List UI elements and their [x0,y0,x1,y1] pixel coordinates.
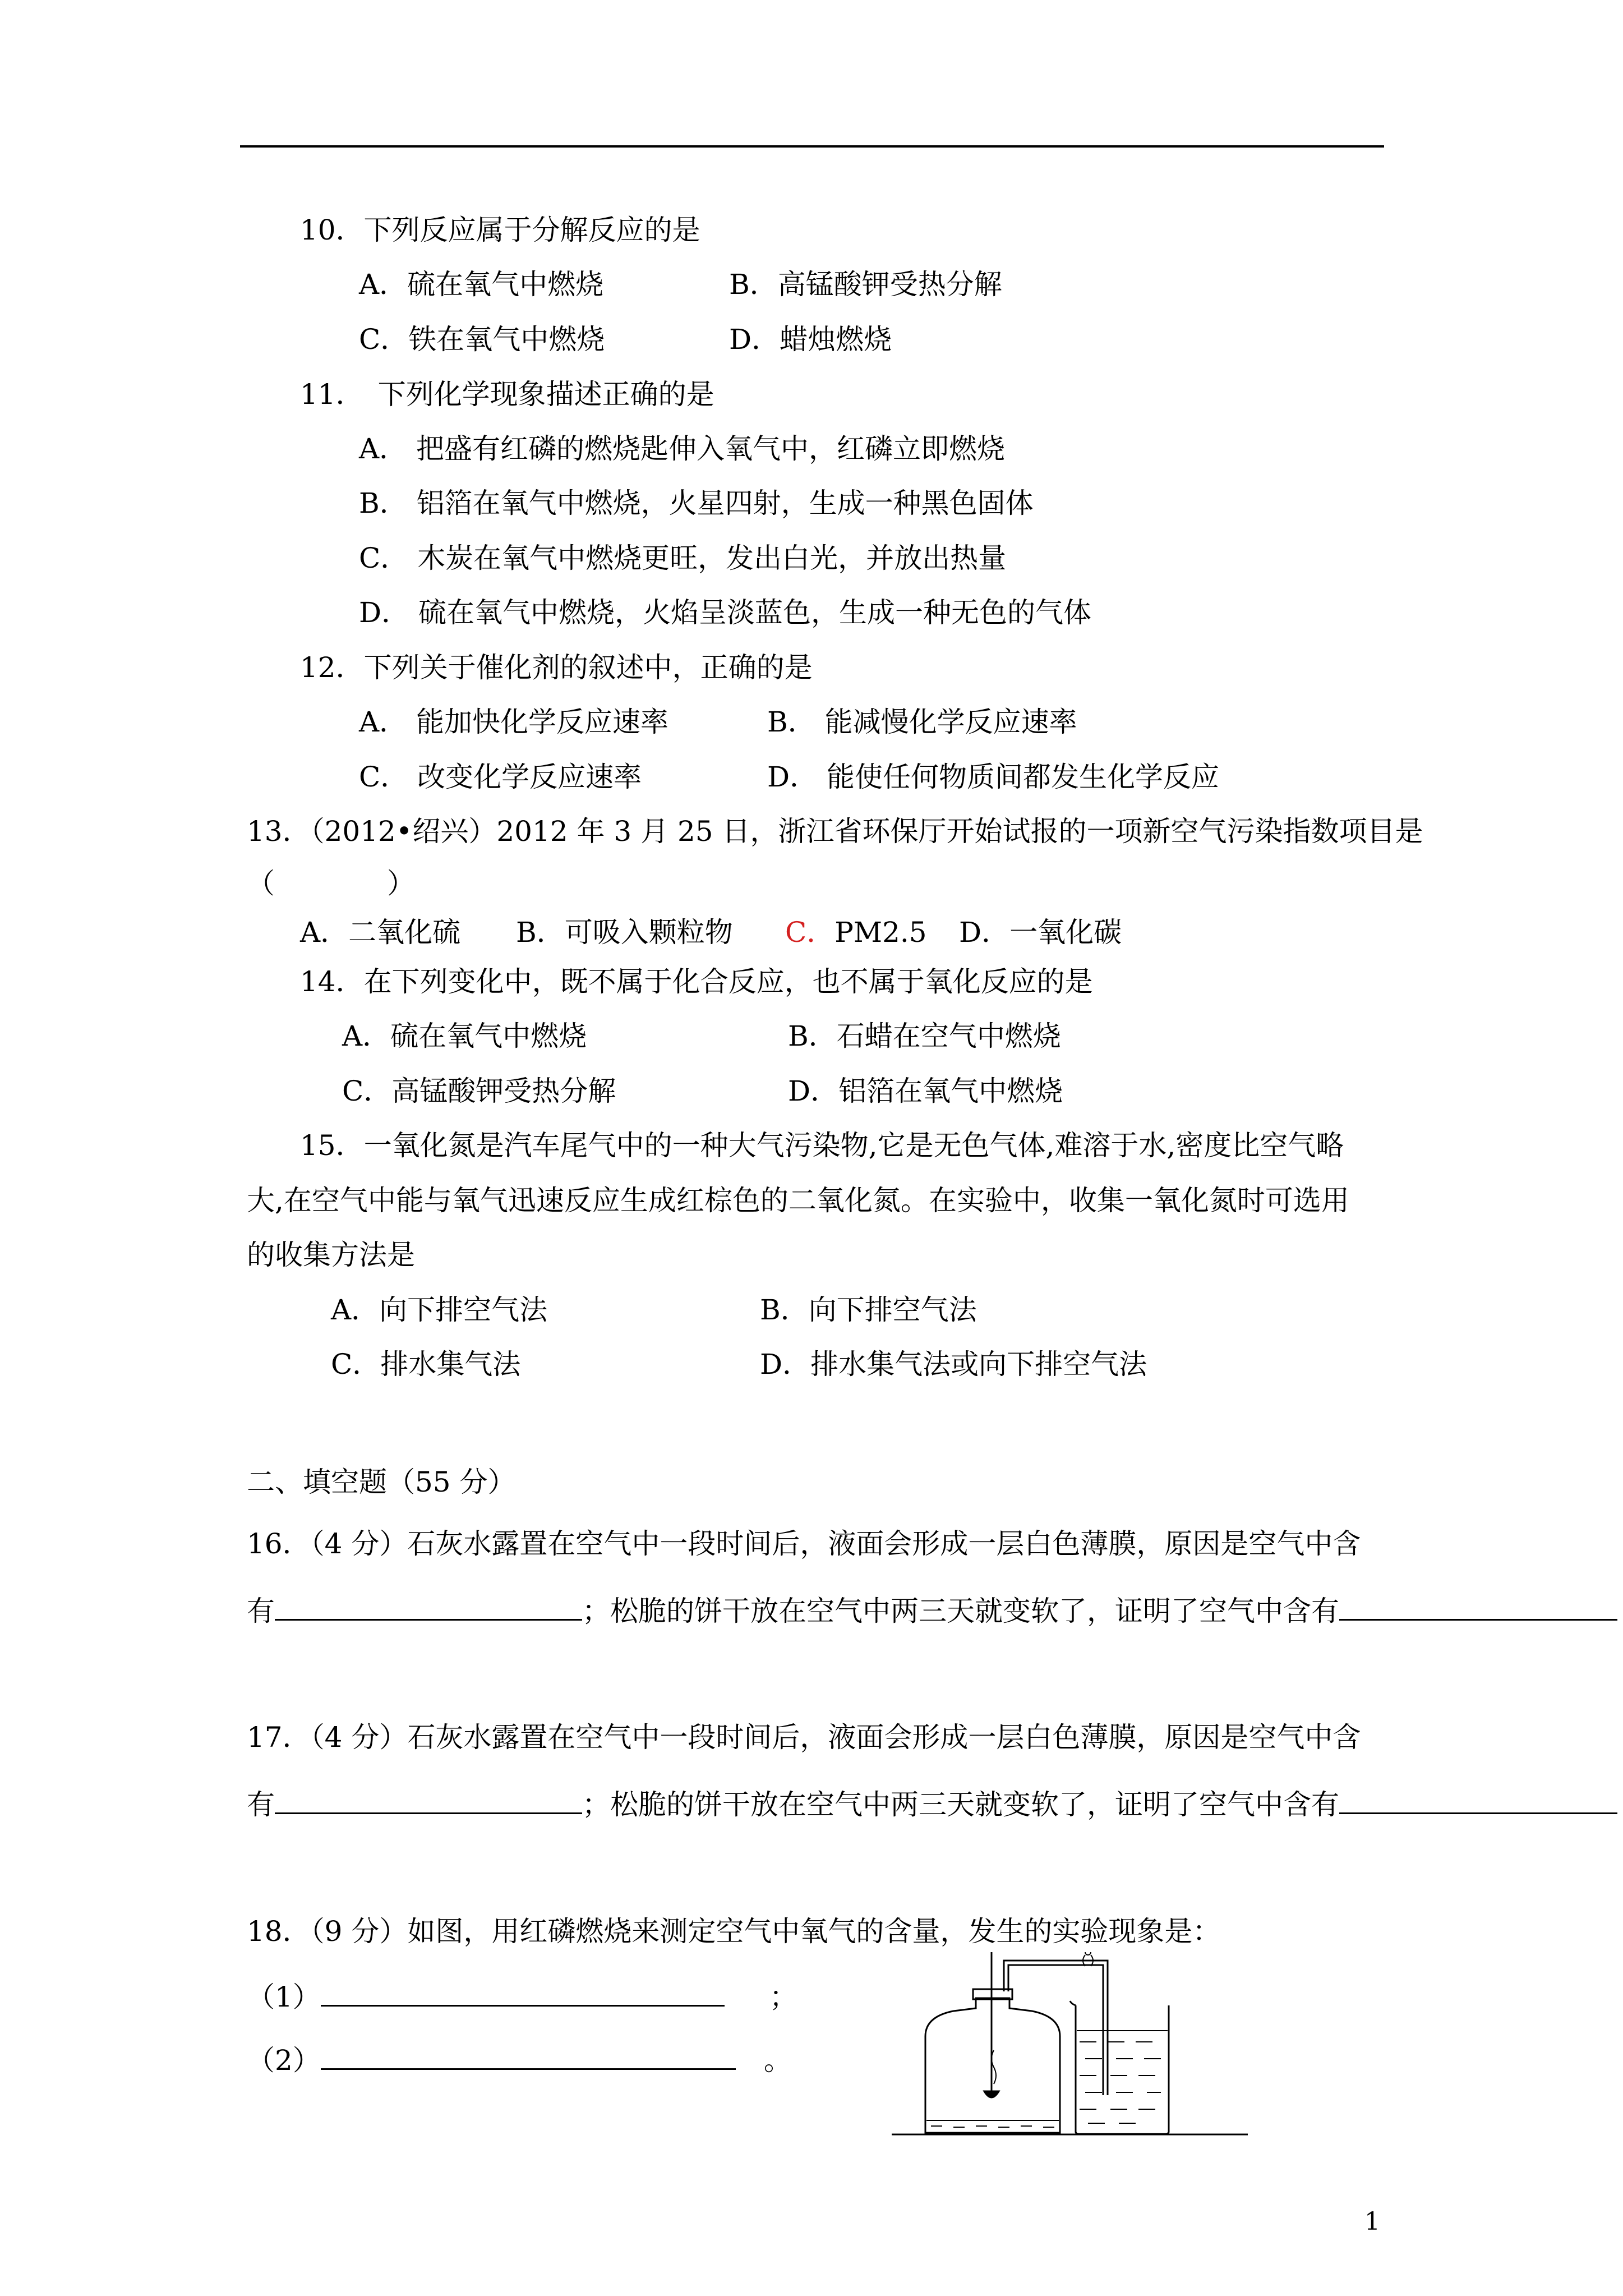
q12-stem: 12．下列关于催化剂的叙述中，正确的是 [300,651,813,684]
page-number: 1 [1364,2207,1380,2236]
q18-item-1-end: ； [769,1981,797,2013]
q18-blank-2[interactable] [321,2044,736,2070]
q11-stem: 11． 下列化学现象描述正确的是 [300,378,714,411]
q14-stem: 14．在下列变化中，既不属于化合反应，也不属于氧化反应的是 [300,965,1093,998]
q12-option-d[interactable]: D． 能使任何物质间都发生化学反应 [767,761,1219,793]
q10-option-b[interactable]: B．高锰酸钾受热分解 [729,268,1002,301]
q18-item-1 [247,1980,797,2011]
q17-fill-line [247,1788,1617,1819]
q14-option-d[interactable]: D．铝箔在氧气中燃烧 [788,1075,1063,1107]
q13-answer-paren: （ ） [247,867,415,900]
q13-option-a[interactable]: A．二氧化硫 [300,916,461,949]
beaker-water-hatch [1080,2042,1161,2123]
header-rule [240,145,1384,148]
q12-option-a[interactable]: A． 能加快化学反应速率 [359,706,669,738]
beaker [1070,2001,1169,2134]
q14-option-b[interactable]: B．石蜡在空气中燃烧 [788,1020,1061,1052]
q13-stem: 13．（2012•绍兴）2012 年 3 月 25 日，浙江省环保厅开始试报的一项新空气污染指数项目是 [247,815,1423,848]
q16-text-mid: ；松脆的饼干放在空气中两三天就变软了，证明了空气中含有 [582,1595,1339,1627]
q13-option-b[interactable]: B．可吸入颗粒物 [516,916,733,949]
q16-text-pre: 有 [247,1595,275,1627]
q12-option-c[interactable]: C． 改变化学反应速率 [359,761,642,793]
q15-option-b[interactable]: B．向下排空气法 [760,1294,977,1326]
q18-item-2-end: 。 [763,2044,792,2077]
q10-stem: 10．下列反应属于分解反应的是 [300,214,700,246]
q15-stem-line3: 的收集方法是 [247,1239,415,1271]
q17-blank-2[interactable] [1339,1788,1617,1814]
q15-stem-line2: 大,在空气中能与氧气迅速反应生成红棕色的二氧化氮。在实验中，收集一氧化氮时可选用 [247,1184,1349,1217]
q16-blank-2[interactable] [1339,1594,1617,1621]
q14-option-a[interactable]: A．硫在氧气中燃烧 [342,1020,587,1052]
q15-stem-line1: 15．一氧化氮是汽车尾气中的一种大气污染物,它是无色气体,难溶于水,密度比空气略 [300,1129,1344,1162]
bottle-water-hatch [931,2126,1054,2127]
q13-option-c[interactable] [785,916,927,949]
q17-text-mid: ；松脆的饼干放在空气中两三天就变软了，证明了空气中含有 [582,1788,1339,1821]
q18-item-2-label: （2） [247,2044,321,2077]
q17-text-pre: 有 [247,1788,275,1821]
q18-stem: 18．（9 分）如图，用红磷燃烧来测定空气中氧气的含量，发生的实验现象是： [247,1915,1221,1948]
q11-option-d[interactable]: D． 硫在氧气中燃烧，火焰呈淡蓝色，生成一种无色的气体 [359,596,1091,629]
combustion-spoon-cup [984,2091,999,2097]
q11-option-a[interactable]: A． 把盛有红磷的燃烧匙伸入氧气中，红磷立即燃烧 [359,432,1006,465]
q15-option-d[interactable]: D．排水集气法或向下排空气法 [760,1348,1147,1381]
q13-option-c-letter: C． [785,916,835,949]
q17-stem: 17．（4 分）石灰水露置在空气中一段时间后，液面会形成一层白色薄膜，原因是空气中含 [247,1721,1361,1754]
q16-fill-line [247,1594,1617,1625]
q12-option-b[interactable]: B． 能减慢化学反应速率 [767,706,1077,738]
q14-option-c[interactable]: C．高锰酸钾受热分解 [342,1075,616,1107]
q15-option-c[interactable]: C．排水集气法 [331,1348,521,1381]
q16-stem: 16．（4 分）石灰水露置在空气中一段时间后，液面会形成一层白色薄膜，原因是空气中含 [247,1527,1361,1560]
q11-option-c[interactable]: C． 木炭在氧气中燃烧更旺，发出白光，并放出热量 [359,542,1007,574]
q10-option-d[interactable]: D．蜡烛燃烧 [729,323,892,356]
q11-option-b[interactable]: B． 铝箔在氧气中燃烧，火星四射，生成一种黑色固体 [359,487,1034,519]
section-2-title: 二、填空题（55 分） [247,1466,516,1498]
q15-option-a[interactable]: A．向下排空气法 [331,1294,548,1326]
q17-blank-1[interactable] [275,1788,582,1814]
q18-item-2 [247,2044,792,2077]
q18-item-1-label: （1） [247,1981,321,2013]
q13-option-c-text: PM2.5 [834,916,927,949]
q18-blank-1[interactable] [321,1980,725,2007]
q13-option-d[interactable]: D．一氧化碳 [959,916,1122,949]
spring-clamp-top [1085,1952,1091,1955]
red-phosphorus-apparatus-figure [892,1952,1251,2143]
q10-option-a[interactable]: A．硫在氧气中燃烧 [359,268,604,301]
q16-blank-1[interactable] [275,1594,582,1621]
q10-option-c[interactable]: C．铁在氧气中燃烧 [359,323,605,356]
